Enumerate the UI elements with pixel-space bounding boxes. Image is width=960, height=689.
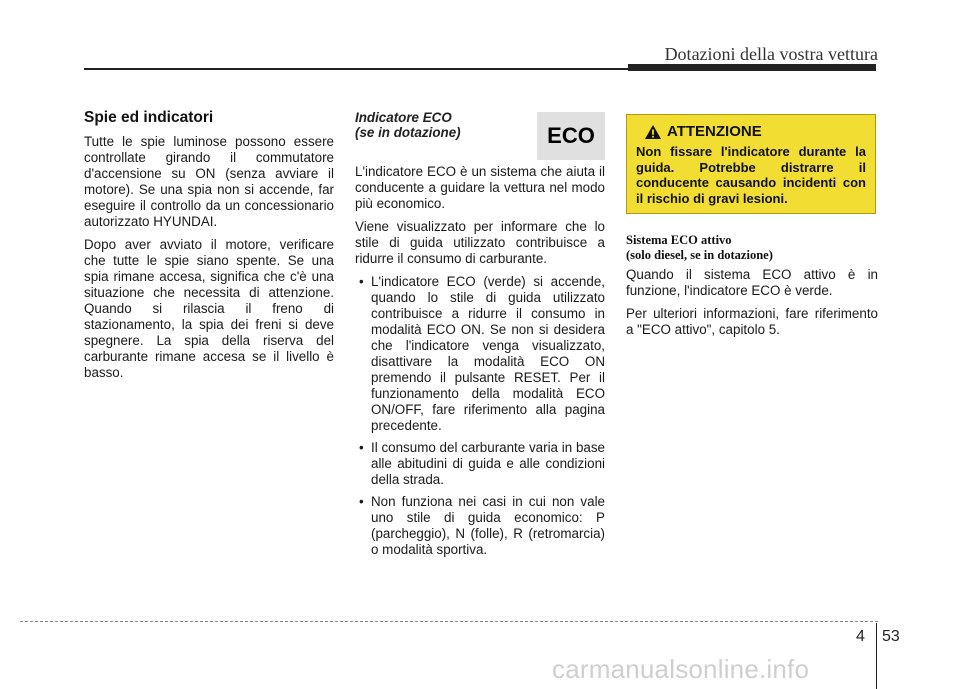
warning-box — [626, 114, 876, 214]
eco-subheading — [355, 110, 515, 140]
paragraph: Dopo aver avviato il motore, verificare che tutte le spie siano spente. Se una spia rimane accesa, significa che c'è una situazione che necessita di attenzione. Quando si rilascia il freno di stazionamento, la spia dei freni si deve spegnere. La spia della riserva del carburante rimane accesa se il livello è basso. — [84, 237, 334, 380]
chapter-number: 4 — [856, 628, 865, 645]
column-warning-lights — [84, 110, 334, 388]
list-item: • Il consumo del carburante varia in base alle abitudini di guida e alle condizioni della strada. — [355, 440, 605, 488]
column-eco-indicator — [355, 110, 605, 564]
eco-active-title: Sistema ECO attivo — [626, 233, 732, 247]
eco-active-note: (solo diesel, se in dotazione) — [626, 248, 773, 262]
warning-header — [644, 123, 866, 140]
section-heading: Spie ed indicatori — [84, 109, 214, 126]
bullet-list — [355, 274, 605, 558]
page-header-title: Dotazioni della vostra vettura — [664, 44, 878, 64]
paragraph: L'indicatore ECO è un sistema che aiuta il conducente a guidare la vettura nel modo più economico. — [355, 164, 605, 211]
eco-subheading-title: Indicatore ECO — [355, 110, 452, 125]
paragraph: Viene visualizzato per informare che lo stile di guida utilizzato contribuisce a ridurre il consumo di carburante. — [355, 219, 605, 266]
warning-title: ATTENZIONE — [667, 123, 762, 140]
page-number-separator — [876, 623, 877, 689]
eco-active-subheading — [626, 233, 878, 263]
paragraph: Quando il sistema ECO attivo è in funzione, l'indicatore ECO è verde. — [626, 267, 878, 298]
list-item: • Non funziona nei casi in cui non vale uno stile di guida economico: P (parcheggio), N (folle), R (retromarcia) o modalità sportiva. — [355, 494, 605, 558]
column-eco-active — [626, 233, 878, 345]
watermark: carmanualsonline.info — [552, 654, 810, 684]
eco-indicator-icon: ECO — [537, 112, 605, 160]
header-bar — [628, 64, 876, 71]
header-rule — [84, 68, 628, 70]
eco-subheading-note: (se in dotazione) — [355, 125, 461, 140]
list-item: • L'indicatore ECO (verde) si accende, quando lo stile di guida utilizzato contribuisce a ridurre il consumo in modalità ECO ON. Se non si desidera che l'indicatore venga visualizzato, disattivare la modalità ECO ON premendo il pulsante RESET. Per il funzionamento della modalità ECO ON/OFF, fare riferimento alla pagina precedente. — [355, 274, 605, 434]
warning-triangle-icon — [644, 124, 662, 140]
footer-rule — [20, 621, 878, 622]
paragraph: Per ulteriori informazioni, fare riferimento a "ECO attivo", capitolo 5. — [626, 306, 878, 337]
paragraph: Tutte le spie luminose possono essere controllate girando il commutatore d'accensione su ON (senza avviare il motore). Se una spia non si accende, far eseguire il controllo da un concessionario autorizzato HYUNDAI. — [84, 134, 334, 229]
page-number: 53 — [882, 628, 900, 645]
warning-text: Non fissare l'indicatore durante la guida. Potrebbe distrarre il conducente causando incidenti con il rischio di gravi lesioni. — [636, 144, 866, 206]
